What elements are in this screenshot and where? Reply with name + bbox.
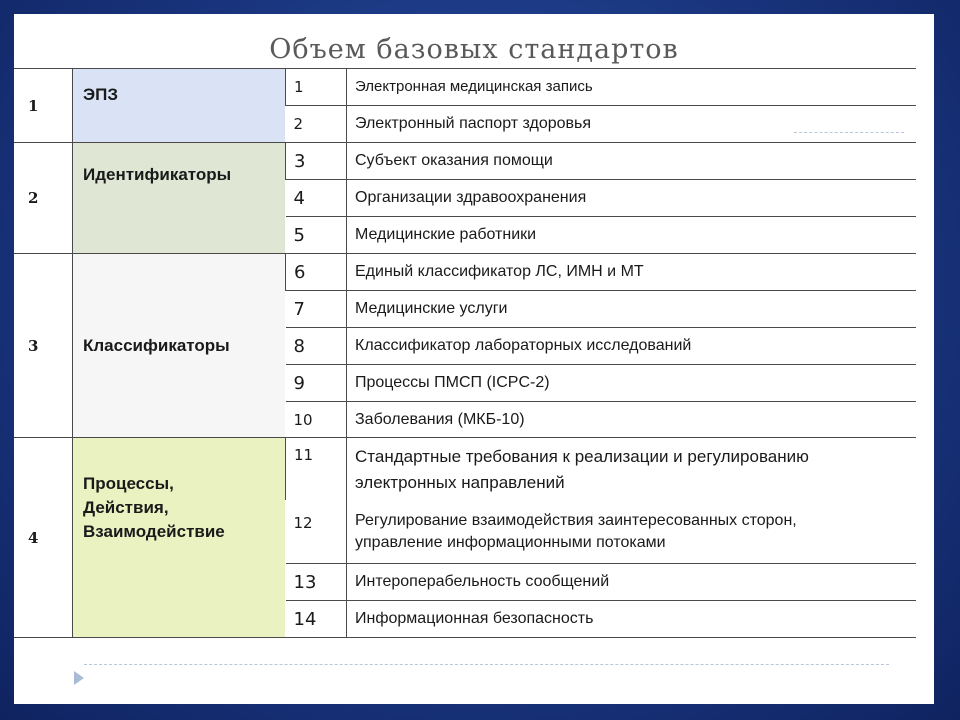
slide (14, 14, 934, 704)
item-number: 13 (286, 564, 347, 601)
item-number: 3 (286, 143, 347, 180)
item-text: Медицинские услуги (347, 291, 917, 328)
group-number: 2 (14, 143, 73, 254)
item-text: Субъект оказания помощи (347, 143, 917, 180)
item-text: Электронный паспорт здоровья (347, 106, 917, 143)
slide-title: Объем базовых стандартов (269, 34, 679, 65)
item-number: 12 (286, 500, 347, 564)
standards-table (14, 68, 916, 638)
item-number: 5 (286, 217, 347, 254)
item-text-line: электронных направлений (355, 473, 565, 492)
group-number: 4 (14, 438, 73, 638)
table-row (14, 438, 916, 500)
group-name: ЭПЗ (73, 69, 286, 143)
group-name: Классификаторы (73, 254, 286, 438)
item-number: 11 (286, 438, 347, 500)
item-number: 6 (286, 254, 347, 291)
item-number: 1 (286, 69, 347, 106)
group-number: 3 (14, 254, 73, 438)
decorative-divider (794, 132, 904, 133)
item-text: Информационная безопасность (347, 601, 917, 638)
group-name-line: Взаимодействие (83, 522, 225, 541)
item-number: 4 (293, 187, 305, 209)
item-number: 9 (286, 365, 347, 402)
item-text: Заболевания (МКБ-10) (347, 402, 917, 438)
item-number: 14 (286, 601, 347, 638)
item-text (347, 500, 917, 564)
group-name-line: Процессы, (83, 474, 174, 493)
triangle-bullet-icon (74, 671, 84, 685)
item-text: Процессы ПМСП (ICPC-2) (347, 365, 917, 402)
item-number: 8 (286, 328, 347, 365)
table-row (14, 254, 916, 291)
group-name: Идентификаторы (73, 143, 286, 254)
item-number: 7 (286, 291, 347, 328)
table-row (14, 69, 916, 106)
item-text: Классификатор лабораторных исследований (347, 328, 917, 365)
group-name-line: Действия, (83, 498, 169, 517)
item-text: Единый классификатор ЛС, ИМН и МТ (347, 254, 917, 291)
group-name (73, 438, 286, 638)
item-text: Организации здравоохранения (347, 180, 917, 217)
item-text-line: управление информационными потоками (355, 533, 666, 551)
decorative-divider (84, 664, 889, 665)
item-text: Интероперабельность сообщений (347, 564, 917, 601)
item-text: Медицинские работники (347, 217, 917, 254)
item-number: 10 (286, 402, 347, 438)
item-text-line: Регулирование взаимодействия заинтересованных сторон, (355, 511, 797, 529)
item-number: 2 (286, 106, 347, 143)
table-row (14, 143, 916, 180)
group-number: 1 (14, 69, 73, 143)
item-text (347, 438, 917, 500)
item-text: Электронная медицинская запись (347, 69, 917, 106)
item-text-line: Стандартные требования к реализации и регулированию (355, 447, 809, 466)
